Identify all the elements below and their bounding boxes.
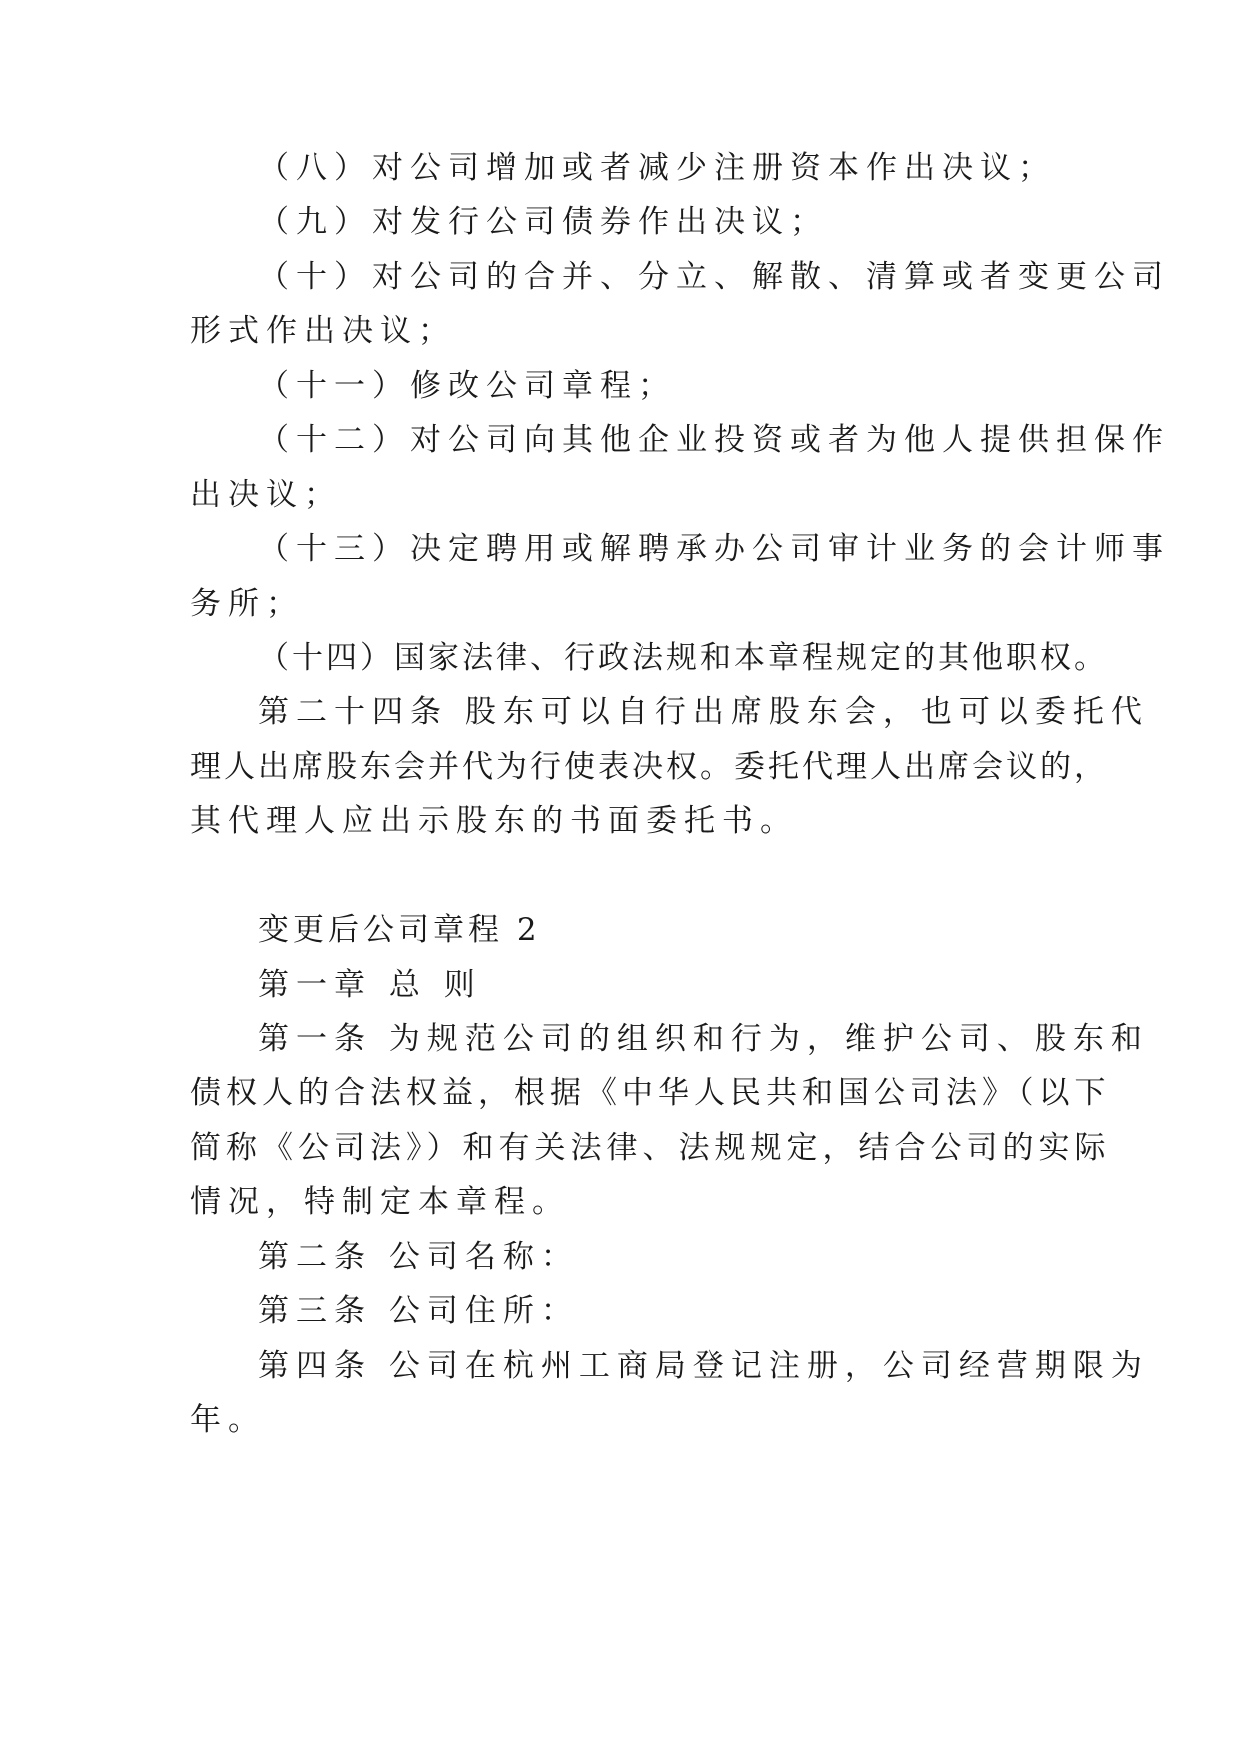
- clause-10-line-2: 形式作出决议；: [190, 313, 456, 349]
- article-24-line-1: 第二十四条 股东可以自行出席股东会，也可以委托代: [258, 694, 1149, 730]
- article-3-line-1: 第三条 公司住所：: [258, 1293, 579, 1329]
- clause-12-line-2: 出决议；: [190, 477, 342, 513]
- article-2-line-1: 第二条 公司名称：: [258, 1239, 579, 1275]
- clause-13-line-2: 务所；: [190, 586, 304, 622]
- chapter-heading: 第一章 总 则: [258, 967, 482, 1003]
- clause-9-line-1: （九）对发行公司债券作出决议；: [258, 204, 828, 240]
- article-1-line-2: 债权人的合法权益，根据《中华人民共和国公司法》（以下: [190, 1075, 1111, 1111]
- section-heading: 变更后公司章程 2: [258, 912, 541, 948]
- article-1-line-4: 情况，特制定本章程。: [190, 1184, 570, 1220]
- article-24-line-3: 其代理人应出示股东的书面委托书。: [190, 803, 798, 839]
- clause-11-line-1: （十一）修改公司章程；: [258, 368, 676, 404]
- article-1-line-1: 第一条 为规范公司的组织和行为，维护公司、股东和: [258, 1021, 1149, 1057]
- article-4-line-2: 年。: [190, 1402, 266, 1438]
- clause-14-line-1: （十四）国家法律、行政法规和本章程规定的其他职权。: [258, 640, 1108, 676]
- article-24-line-2: 理人出席股东会并代为行使表决权。委托代理人出席会议的，: [190, 749, 1108, 785]
- clause-12-line-1: （十二）对公司向其他企业投资或者为他人提供担保作: [258, 422, 1170, 458]
- clause-13-line-1: （十三）决定聘用或解聘承办公司审计业务的会计师事: [258, 531, 1170, 567]
- article-1-line-3: 简称《公司法》）和有关法律、法规规定，结合公司的实际: [190, 1130, 1111, 1166]
- clause-10-line-1: （十）对公司的合并、分立、解散、清算或者变更公司: [258, 259, 1170, 295]
- article-4-line-1: 第四条 公司在杭州工商局登记注册，公司经营期限为: [258, 1348, 1149, 1384]
- clause-8-line-1: （八）对公司增加或者减少注册资本作出决议；: [258, 150, 1056, 186]
